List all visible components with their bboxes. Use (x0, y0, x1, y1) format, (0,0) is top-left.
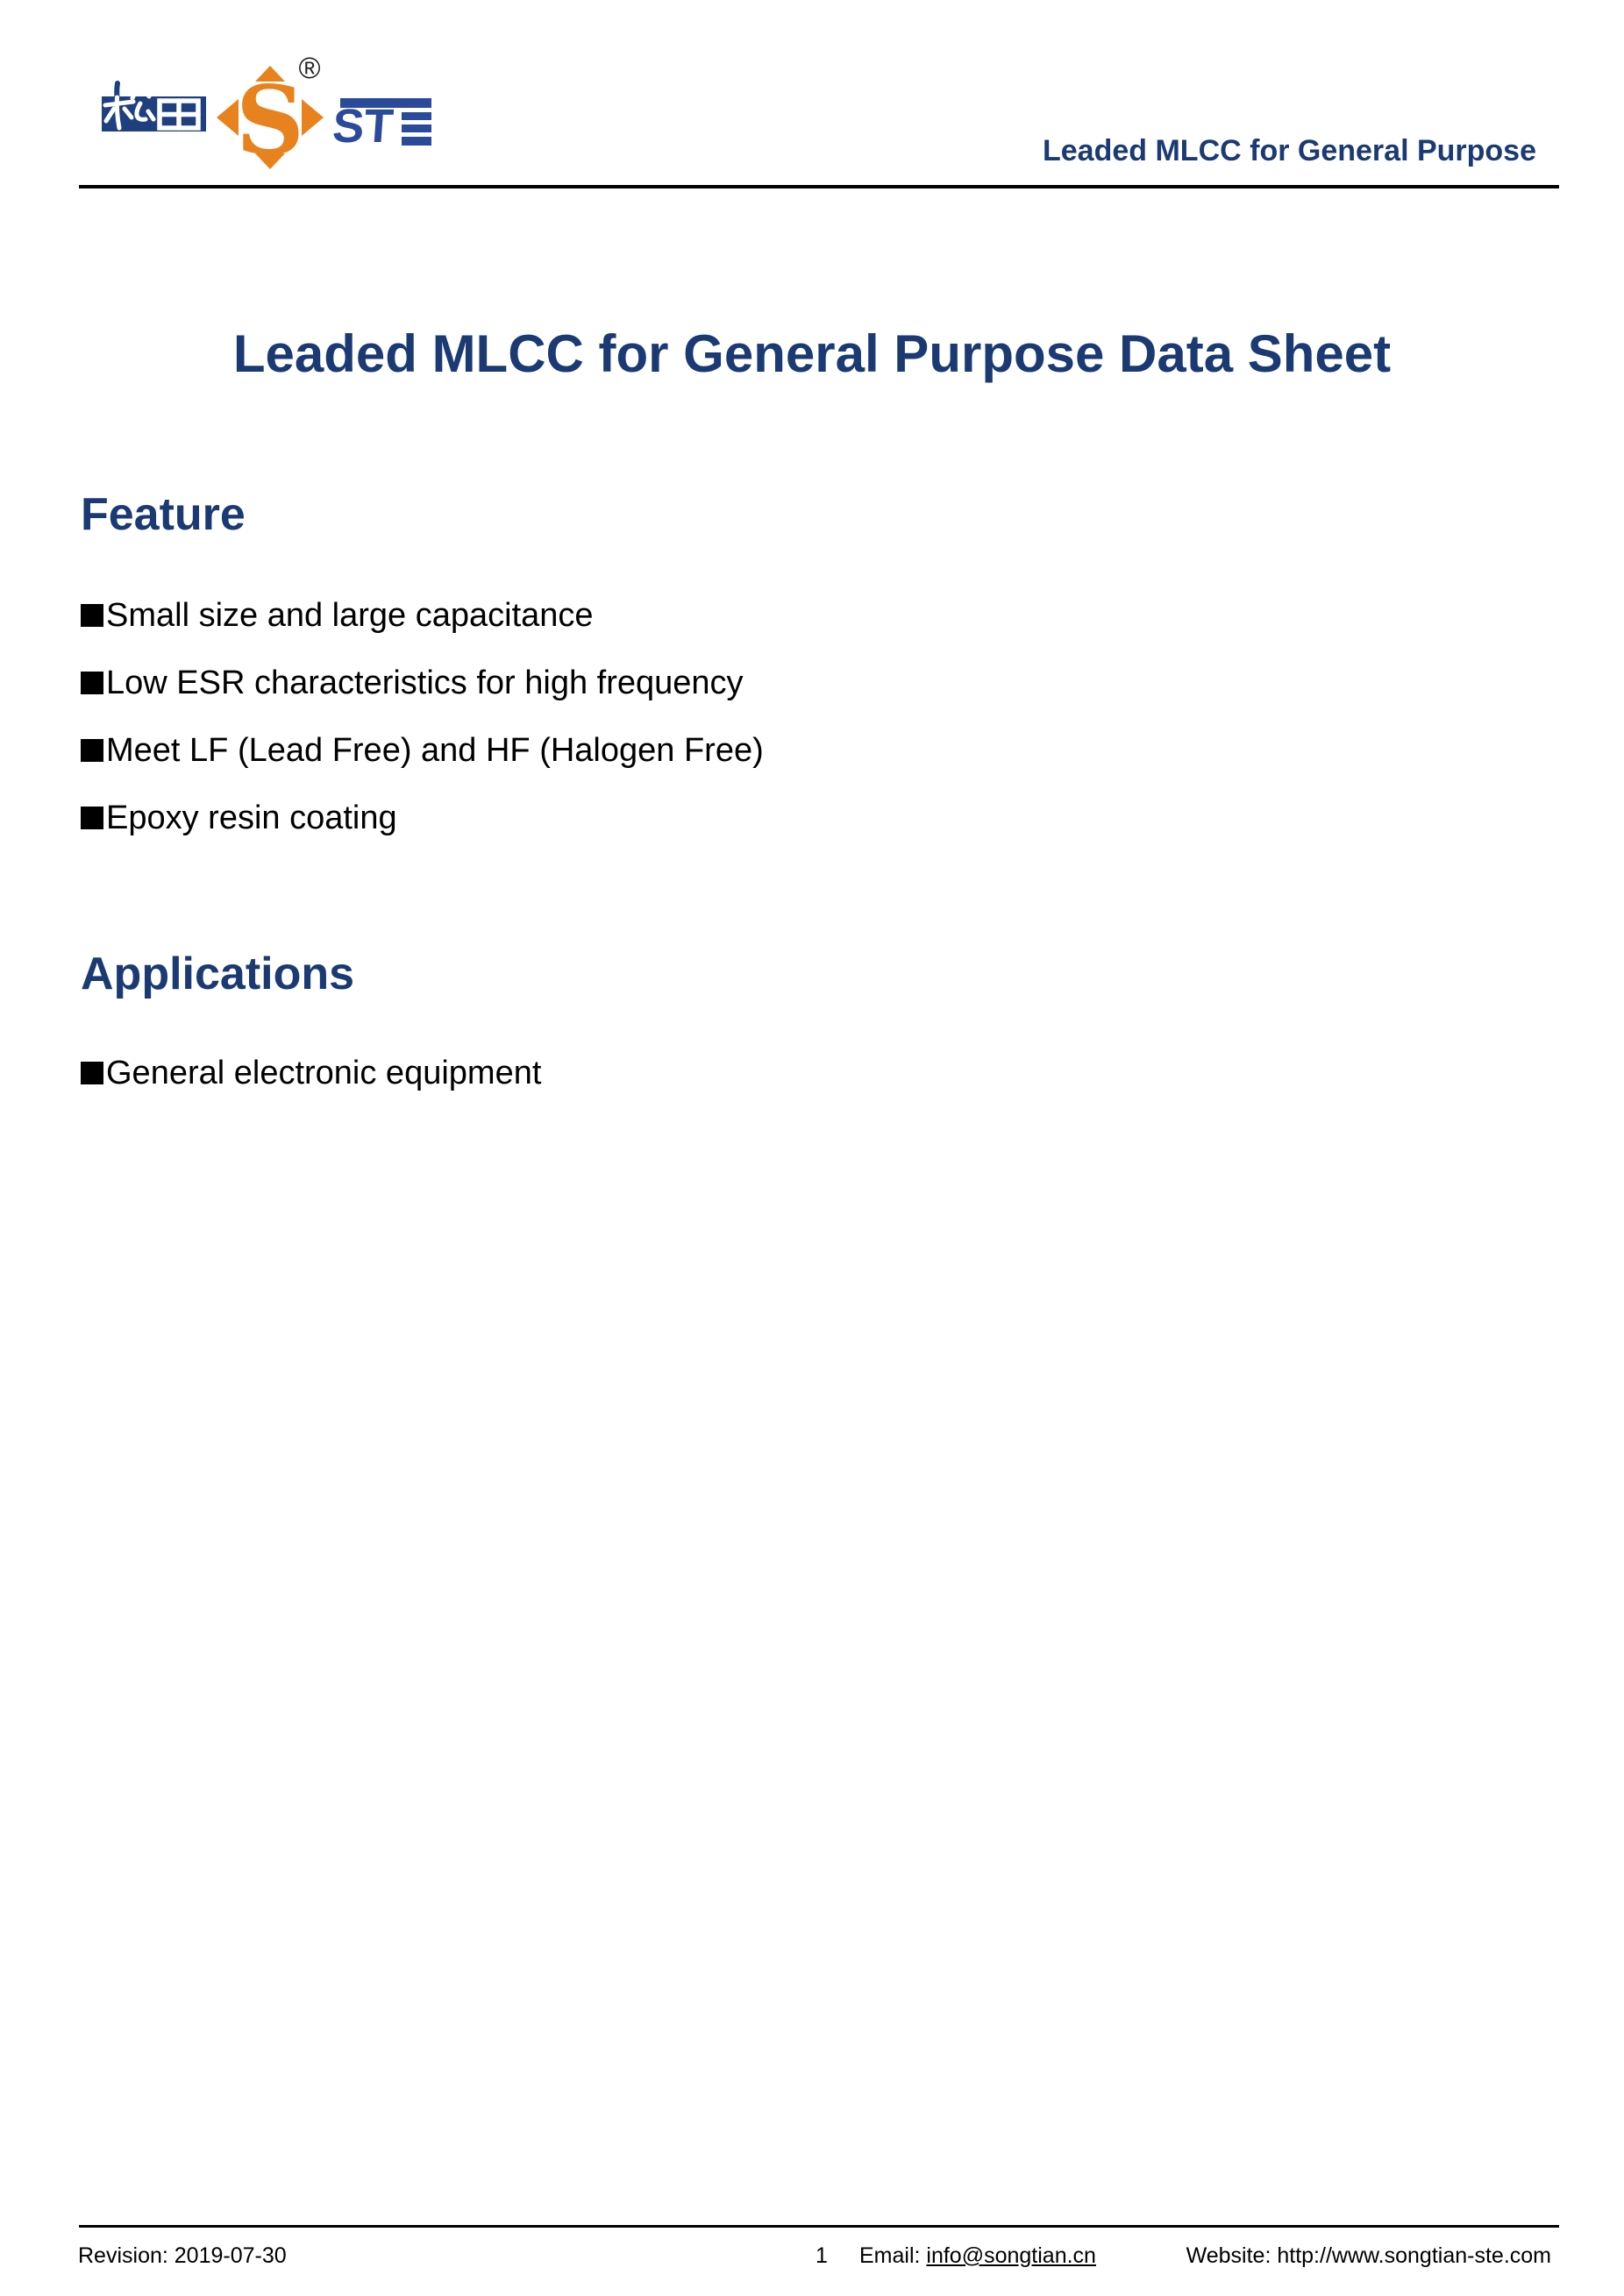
ste-wordmark-icon (331, 98, 431, 153)
bullet-square-icon (81, 739, 103, 762)
bullet-square-icon (81, 604, 103, 627)
feature-item-label: Low ESR characteristics for high frequency (106, 665, 744, 701)
feature-item (81, 801, 397, 836)
footer-revision: Revision: 2019-07-30 (78, 2243, 287, 2268)
feature-item-label: Meet LF (Lead Free) and HF (Halogen Free) (106, 732, 764, 769)
footer-email (859, 2243, 1096, 2269)
feature-item (81, 734, 764, 769)
application-item-label: General electronic equipment (106, 1055, 542, 1091)
feature-item-label: Small size and large capacitance (106, 597, 594, 634)
footer-email-link[interactable]: info@songtian.cn (926, 2243, 1096, 2268)
svg-text:ST: ST (331, 100, 395, 153)
header-divider (79, 185, 1559, 188)
songtian-ste-logo (79, 44, 447, 193)
bullet-square-icon (81, 807, 103, 829)
section-heading-feature: Feature (81, 489, 246, 540)
feature-item (81, 599, 594, 634)
bullet-square-icon (81, 1062, 103, 1084)
chinese-characters-icon (102, 83, 206, 132)
page-title: Leaded MLCC for General Purpose Data Sheet (232, 324, 1392, 383)
header-title: Leaded MLCC for General Purpose (1043, 134, 1536, 167)
footer-divider (79, 2225, 1559, 2228)
svg-text:S: S (236, 66, 304, 176)
application-item (81, 1056, 541, 1091)
footer-page-number: 1 (816, 2243, 828, 2268)
feature-item (81, 666, 744, 701)
bullet-square-icon (81, 672, 103, 694)
footer-email-label: Email: (859, 2243, 927, 2268)
feature-item-label: Epoxy resin coating (106, 800, 397, 836)
footer-website: Website: http://www.songtian-ste.com (1186, 2243, 1551, 2268)
section-heading-applications: Applications (81, 949, 355, 999)
registered-mark-icon: ® (298, 52, 321, 85)
